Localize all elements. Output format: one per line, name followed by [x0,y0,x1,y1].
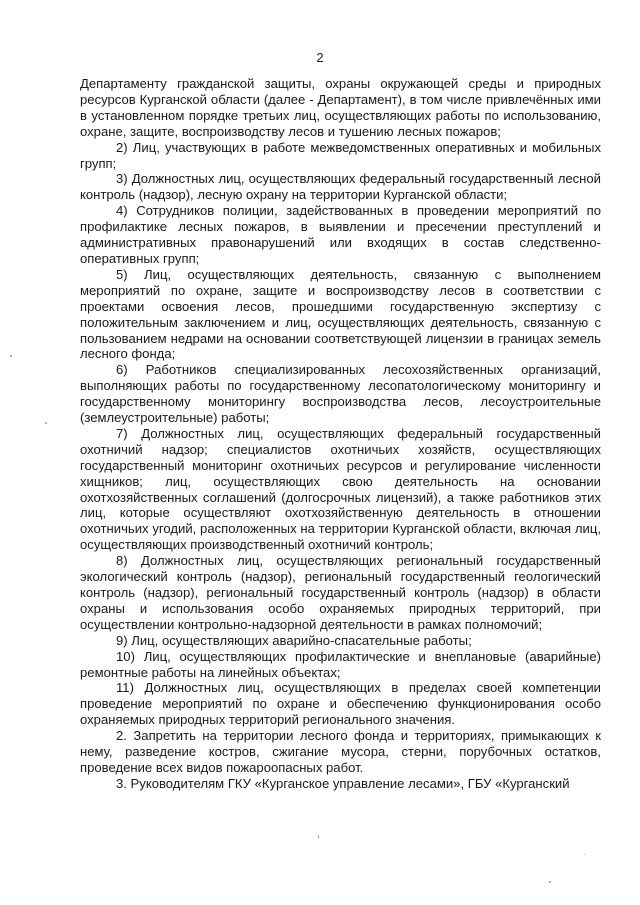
list-item-11: 11) Должностных лиц, осуществляющих в пределах своей компетенции проведение мероприятий по охране и обеспечению функционирования особо охраняемых природных территорий регионального значения. [80,680,601,728]
list-item-9: 9) Лиц, осуществляющих аварийно-спасательные работы; [116,632,472,648]
list-item-4: 4) Сотрудников полиции, задействованных в проведении мероприятий по профилактике лесных пожаров, в выявлении и пресечении преступлений и административных правонарушений или входящих в состав следственно-оперативных групп; [80,203,601,266]
page-number: 2 [316,50,324,65]
list-item-7: 7) Должностных лиц, осуществляющих федеральный государственный охотничий надзор; специалистов охотничьих хозяйств, осуществляющих государственный мониторинг охотничьих ресурсов и регулирование численности хищников; лиц, осуществляющих свою деятельность на основании охотхозяйственных соглашений (долгосрочных лицензий), а также работников этих лиц, которые осуществляют охотхозяйственную деятельность в отношении охотничьих угодий, расположенных на территории Курганской области, включая лиц, осуществляющих производственный охотничий контроль; [80,425,601,553]
scan-speck [10,355,12,357]
list-item-6: 6) Работников специализированных лесохозяйственных организаций, выполняющих работы по государственному лесопатологическому мониторингу и государственному мониторингу воспроизводства лесов, лесоустроительные (землеустроительные) работы; [80,362,601,426]
paragraph-continuation: Департаменту гражданской защиты, охраны окружающей среды и природных ресурсов Курганской области (далее - Департамент), в том числе привлечённых ими в установленном порядке третьих лиц, осуществляющих работы по использованию, охране, защите, воспроизводству лесов и тушению лесных пожаров; [80,76,601,139]
clause-3-start: 3. Руководителям ГКУ «Курганское управление лесами», ГБУ «Курганский [116,775,570,791]
list-item-3: 3) Должностных лиц, осуществляющих федеральный государственный лесной контроль (надзор), лесную охрану на территории Курганской области; [80,171,601,203]
list-item-10: 10) Лиц, осуществляющих профилактические и внеплановые (аварийные) ремонтные работы на линейных объектах; [80,648,601,680]
list-item-2: 2) Лиц, участвующих в работе межведомственных оперативных и мобильных групп; [80,139,601,171]
scan-speck [45,422,47,424]
scan-speck [549,881,551,883]
list-item-5: 5) Лиц, осуществляющих деятельность, связанную с выполнением мероприятий по охране, защите и воспроизводству лесов в соответствии с проектами освоения лесов, прошедшими государственную экспертизу с положительным заключением и лиц, осуществляющих деятельность, связанную с пользованием недрами на основании соответствующей лицензии в границах земель лесного фонда; [80,266,601,362]
scan-speck [318,835,319,839]
document-body [80,76,601,792]
list-item-8: 8) Должностных лиц, осуществляющих региональный государственный экологический контроль (надзор), региональный государственный геологический контроль (надзор), региональный государственный контроль (надзор) в области охраны и использования особо охраняемых природных территорий, при осуществлении контрольно-надзорной деятельности в рамках полномочий; [80,553,601,632]
clause-2: 2. Запретить на территории лесного фонда и территориях, примыкающих к нему, разведение костров, сжигание мусора, стерни, порубочных остатков, проведение всех видов пожароопасных работ. [80,728,601,775]
scan-speck [584,854,585,855]
